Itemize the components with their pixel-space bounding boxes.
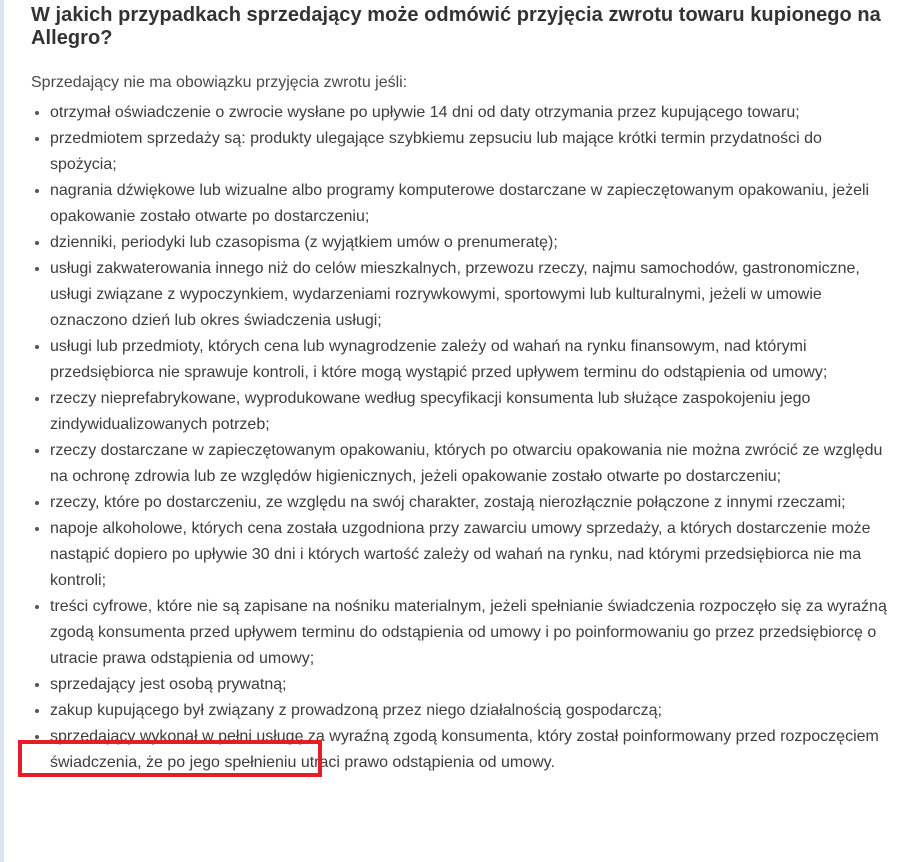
intro-paragraph: Sprzedający nie ma obowiązku przyjęcia zwrotu jeśli: [31, 74, 408, 91]
list-item: • otrzymał oświadczenie o zwrocie wysłane po upływie 14 dni od daty otrzymania przez kupującego towaru; [50, 100, 891, 126]
list-item: • rzeczy dostarczane w zapieczętowanym opakowaniu, których po otwarciu opakowania nie można zwrócić ze względu na ochronę zdrowia lub ze względów higienicznych, jeżeli opakowanie zostało otwarte po dostarczeniu; [50, 438, 891, 490]
list-item: • usługi zakwaterowania innego niż do celów mieszkalnych, przewozu rzeczy, najmu samochodów, gastronomiczne, usługi związane z wypoczynkiem, wydarzeniami rozrywkowymi, sportowymi lub kulturalnymi, jeżeli w umowie oznaczono dzień lub okres świadczenia usługi; [50, 256, 891, 334]
list-item: • rzeczy, które po dostarczeniu, ze względu na swój charakter, zostają nierozłącznie połączone z innymi rzeczami; [50, 490, 891, 516]
list-item: • nagrania dźwiękowe lub wizualne albo programy komputerowe dostarczane w zapieczętowanym opakowaniu, jeżeli opakowanie zostało otwarte po dostarczeniu; [50, 178, 891, 230]
list-item: • usługi lub przedmioty, których cena lub wynagrodzenie zależy od wahań na rynku finansowym, nad którymi przedsiębiorca nie sprawuje kontroli, i które mogą wystąpić przed upływem terminu do odstąpienia od umowy; [50, 334, 891, 386]
list-item: • treści cyfrowe, które nie są zapisane na nośniku materialnym, jeżeli spełnianie świadczenia rozpoczęło się za wyraźną zgodą konsumenta przed upływem terminu do odstąpienia od umowy i po poinformowaniu go przez przedsiębiorcę o utracie prawa odstąpienia od umowy; [50, 594, 891, 672]
list-item: • napoje alkoholowe, których cena została uzgodniona przy zawarciu umowy sprzedaży, a których dostarczenie może nastąpić dopiero po upływie 30 dni i których wartość zależy od wahań na rynku, nad którymi przedsiębiorca nie ma kontroli; [50, 516, 891, 594]
list-item-highlighted: • sprzedający jest osobą prywatną; [50, 672, 891, 698]
list-item: • sprzedający wykonał w pełni usługę za wyraźną zgodą konsumenta, który został poinformowany przed rozpoczęciem świadczenia, że po jego spełnieniu utraci prawo odstąpienia od umowy. [50, 724, 891, 776]
list-item: • rzeczy nieprefabrykowane, wyprodukowane według specyfikacji konsumenta lub służące zaspokojeniu jego zindywidualizowanych potrzeb; [50, 386, 891, 438]
list-item: • dzienniki, periodyki lub czasopisma (z wyjątkiem umów o prenumeratę); [50, 230, 891, 256]
faq-article [31, 4, 891, 776]
conditions-list [31, 100, 891, 776]
list-item: • zakup kupującego był związany z prowadzoną przez niego działalnością gospodarczą; [50, 698, 891, 724]
list-item: • przedmiotem sprzedaży są: produkty ulegające szybkiemu zepsuciu lub mające krótki termin przydatności do spożycia; [50, 126, 891, 178]
left-border-rule [0, 0, 4, 862]
article-title: W jakich przypadkach sprzedający może odmówić przyjęcia zwrotu towaru kupionego na Allegro? [31, 4, 881, 49]
